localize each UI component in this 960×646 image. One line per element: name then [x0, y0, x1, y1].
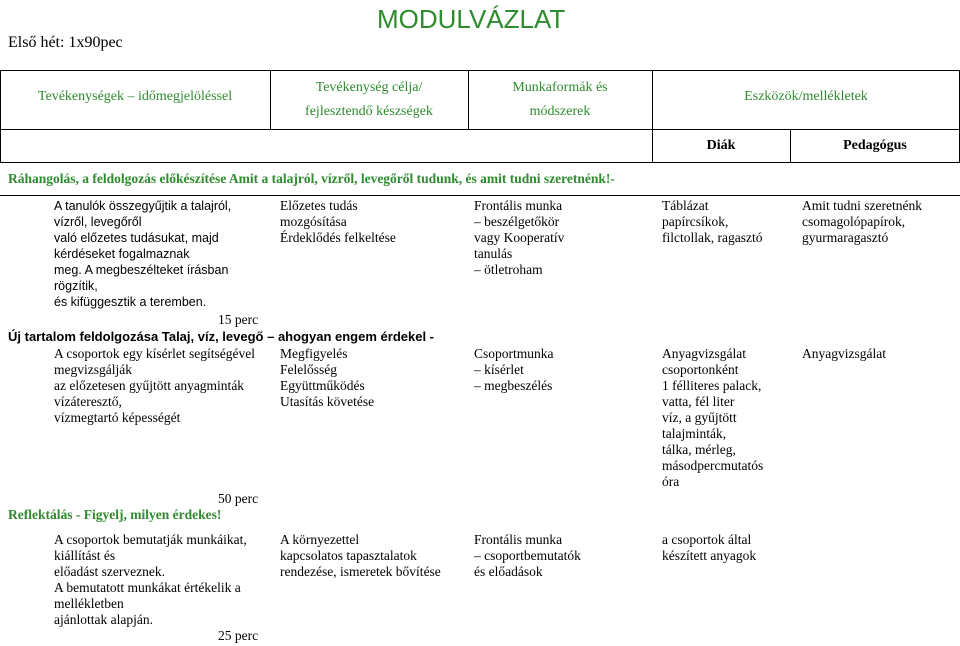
- section2-teacher-tools: Anyagvizsgálat: [802, 346, 886, 361]
- col-header-methods: [468, 76, 652, 124]
- col-header-activities: Tevékenységek – időmegjelöléssel: [37, 89, 233, 104]
- section3-student-tools: a csoportok által készített anyagok: [662, 532, 757, 563]
- page-title: MODULVÁZLAT: [377, 4, 566, 34]
- col-header-tools: Eszközök/mellékletek: [744, 89, 868, 104]
- section1-time: 15 perc: [218, 312, 259, 327]
- section2-activity: A csoportok egy kísérlet segítségével megvizsgálják az előzetesen gyűjtött anyagminták vízáteresztő, vízmegtartó képességét: [54, 346, 255, 425]
- section3-activity: A csoportok bemutatják munkáikat, kiállítást és előadást szerveznek. A bemutatott munkákat értékelik a mellékletben ajánlottak alapján.: [54, 532, 247, 627]
- section3-time: 25 perc: [218, 628, 259, 643]
- col-header-teacher: Pedagógus: [843, 138, 907, 153]
- col-header-student: Diák: [706, 138, 736, 153]
- col-header-goal-line1: Tevékenység célja/: [315, 80, 423, 95]
- section2-method: Csoportmunka – kísérlet – megbeszélés: [474, 346, 554, 393]
- section2-time: 50 perc: [218, 491, 259, 506]
- table-left-border: [0, 70, 1, 162]
- section1-student-tools: Táblázat papírcsíkok, filctollak, ragasztó: [662, 198, 763, 245]
- section-title-new-content: Új tartalom feldolgozása Talaj, víz, levegő – ahogyan engem érdekel -: [8, 329, 434, 344]
- section3-method: Frontális munka – csoportbemutatók és előadások: [474, 532, 581, 579]
- col-header-methods-line1: Munkaformák és: [512, 80, 608, 95]
- subheader-bottom-border: [0, 162, 960, 163]
- section3-goal: A környezettel kapcsolatos tapasztalatok rendezése, ismeretek bővítése: [280, 532, 441, 579]
- section1-goal: Előzetes tudás mozgósítása Érdeklődés felkeltése: [280, 198, 396, 245]
- section2-goal: Megfigyelés Felelősség Együttműködés Utasítás követése: [280, 346, 375, 409]
- section-title-reflection: Reflektálás - Figyelj, milyen érdekes!: [8, 507, 222, 522]
- section-title-warmup: Ráhangolás, a feldolgozás előkészítése Amit a talajról, vízről, levegőről tudunk, és amit tudni szeretnénk!-: [8, 171, 615, 186]
- table-top-border: [0, 70, 960, 71]
- section2-student-tools: Anyagvizsgálat csoportonként 1 félliteres palack, vatta, fél liter víz, a gyűjtött talajminták, tálka, mérleg, másodpercmutatós óra: [662, 346, 764, 489]
- section1-teacher-tools: Amit tudni szeretnénk csomagolópapírok, gyurmaragasztó: [802, 198, 922, 245]
- duration-label: Első hét: 1x90pec: [8, 34, 123, 51]
- tools-subheader-line: [652, 129, 960, 130]
- col-header-goal: [270, 76, 468, 124]
- col-header-goal-line2: fejlesztendő készségek: [305, 104, 433, 119]
- col-header-methods-line2: módszerek: [529, 104, 591, 119]
- section1-method: Frontális munka – beszélgetőkör vagy Kooperatív tanulás – ötletroham: [474, 198, 565, 277]
- section1-activity: A tanulók összegyűjtik a talajról, vízről, levegőről való előzetes tudásukat, majd kérdéseket fogalmaznak meg. A megbeszélteket írásban rögzítik, és kifüggesztik a teremben.: [54, 199, 232, 309]
- section1-title-bottom: [0, 195, 960, 196]
